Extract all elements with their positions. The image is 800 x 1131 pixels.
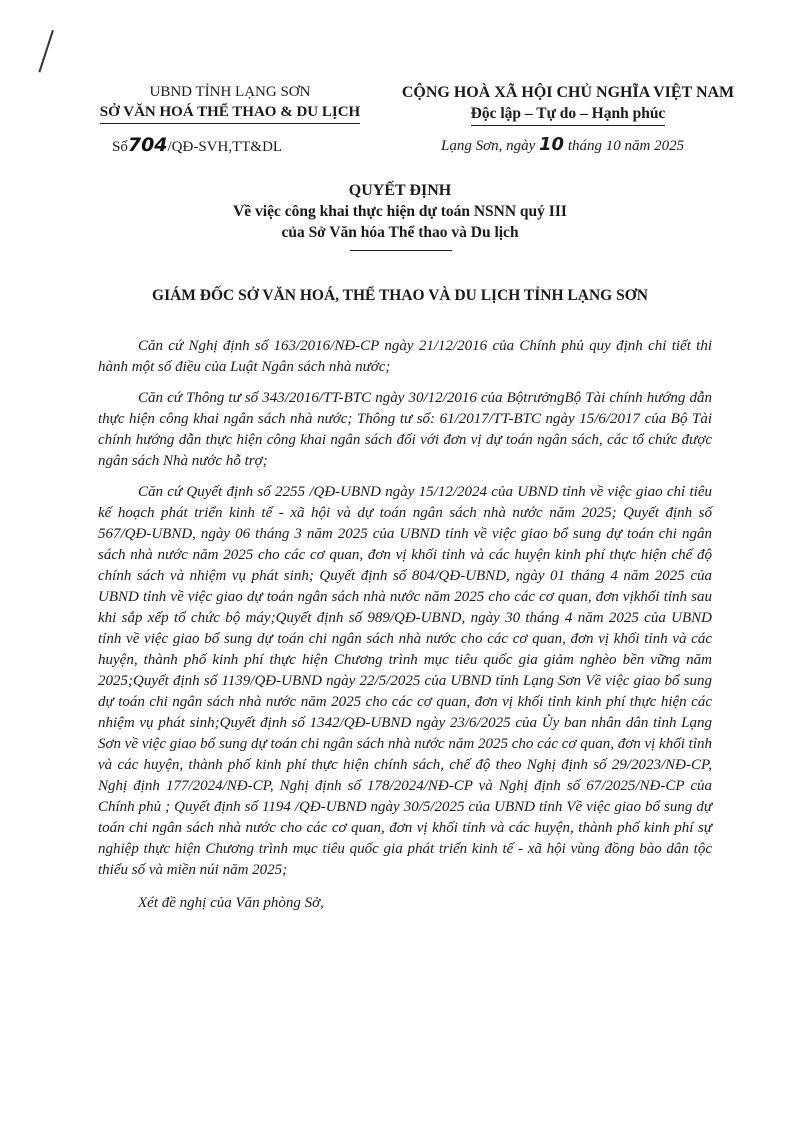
paragraph: Căn cứ Quyết định số 2255 /QĐ-UBND ngày 15/12/2024 của UBND tỉnh về việc giao chỉ tiêu kế hoạch phát triển kinh tế - xã hội và dự toán ngân sách nhà nước năm 2025; Quyết định số 567/QĐ-UBND, ngày 06 tháng 3 năm 2025 của UBND tỉnh về việc giao bổ sung dự toán chi ngân sách nhà nước năm 2025 cho các cơ quan, đơn vị khối tỉnh và các huyện kinh phí thực hiện chế độ chính sách và nhiệm vụ phát sinh; Quyết định số 804/QĐ-UBND, ngày 01 tháng 4 năm 2025 của UBND tỉnh về việc giao dự toán ngân sách nhà nước năm 2025 cho các cơ quan, đơn vịkhối tỉnh sau khi sắp xếp tổ chức bộ máy;Quyết định số 989/QĐ-UBND, ngày 30 tháng 4 năm 2025 của UBND tỉnh về việc giao bổ sung dự toán chi ngân sách nhà nước cho các cơ quan, đơn vị khối tỉnh và các huyện, thành phố kinh phí thực hiện Chương trình mục tiêu quốc gia giảm nghèo bền vững năm 2025;Quyết định số 1139/QĐ-UBND ngày 22/5/2025 của UBND tỉnh Lạng Sơn Về việc giao bổ sung dự toán chi ngân sách nhà nước năm 2025 cho các cơ quan, đơn vị khối tỉnh kinh phí thực hiện các nhiệm vụ phát sinh;Quyết định số 1342/QĐ-UBND ngày 23/6/2025 của Ủy ban nhân dân tỉnh Lạng Sơn về việc giao bổ sung dự toán chi ngân sách nhà nước năm 2025 cho các cơ quan, đơn vị khối tỉnh và các huyện, thành phố kinh phí thực hiện chính sách, chế độ theo Nghị định số 29/2023/NĐ-CP, Nghị định 177/2024/NĐ-CP, Nghị định số 178/2024/NĐ-CP và Nghị định số 67/2025/NĐ-CP của Chính phủ ; Quyết định số 1194 /QĐ-UBND ngày 30/5/2025 của UBND tỉnh Về việc giao bổ sung dự toán chi ngân sách nhà nước cho các cơ quan, đơn vị khối tỉnh và các huyện, thành phố kinh phí sự nghiệp thực hiện Chương trình mục tiêu quốc gia phát triển kinh tế - xã hội vùng đồng bào dân tộc thiểu số và miền núi năm 2025; xyxy=(98,484,712,878)
document-date xyxy=(441,134,684,155)
title-line-2: của Sở Văn hóa Thể thao và Du lịch xyxy=(281,224,519,241)
title-line-1: Về việc công khai thực hiện dự toán NSNN quý III xyxy=(233,203,567,220)
nation-name: CỘNG HOÀ XÃ HỘI CHỦ NGHĨA VIỆT NAM xyxy=(401,84,735,101)
national-heading-block xyxy=(378,82,758,126)
paragraph: Căn cứ Thông tư số 343/2016/TT-BTC ngày 30/12/2016 của BộtrưởngBộ Tài chính hướng dẫn thực hiện công khai ngân sách nhà nước; Thông tư số: 61/2017/TT-BTC ngày 15/6/2017 của Bộ Tài chính hướng dẫn thực hiện công khai ngân sách đối với đơn vị dự toán ngân sách, các tổ chức được ngân sách Nhà nước hỗ trợ; xyxy=(98,390,712,469)
document-number xyxy=(112,134,282,156)
paragraph: Căn cứ Nghị định số 163/2016/NĐ-CP ngày 21/12/2016 của Chính phủ quy định chi tiết thi hành một số điều của Luật Ngân sách nhà nước; xyxy=(98,338,712,375)
paragraph: Xét đề nghị của Văn phòng Sở, xyxy=(138,895,324,911)
doc-number-handwritten: 704 xyxy=(127,134,168,156)
doc-number-prefix: Số xyxy=(112,139,128,155)
pen-stroke-mark xyxy=(38,30,53,72)
document-body xyxy=(98,336,712,924)
title-divider xyxy=(350,250,452,251)
national-motto: Độc lập – Tự do – Hạnh phúc xyxy=(471,103,666,126)
date-prefix: Lạng Sơn, ngày xyxy=(441,138,536,154)
issuing-agency-block xyxy=(80,82,380,124)
document-type: QUYẾT ĐỊNH xyxy=(348,182,452,199)
date-suffix: tháng 10 năm 2025 xyxy=(567,138,685,154)
document-title-block xyxy=(0,180,800,243)
province-authority: UBND TỈNH LẠNG SƠN xyxy=(149,84,311,100)
doc-number-suffix: /QĐ-SVH,TT&DL xyxy=(167,139,283,155)
date-day-handwritten: 10 xyxy=(539,134,565,155)
director-line: GIÁM ĐỐC SỞ VĂN HOÁ, THỂ THAO VÀ DU LỊCH TỈNH LẠNG SƠN xyxy=(152,287,648,304)
agency-name: SỞ VĂN HOÁ THỂ THAO & DU LỊCH xyxy=(100,102,360,124)
